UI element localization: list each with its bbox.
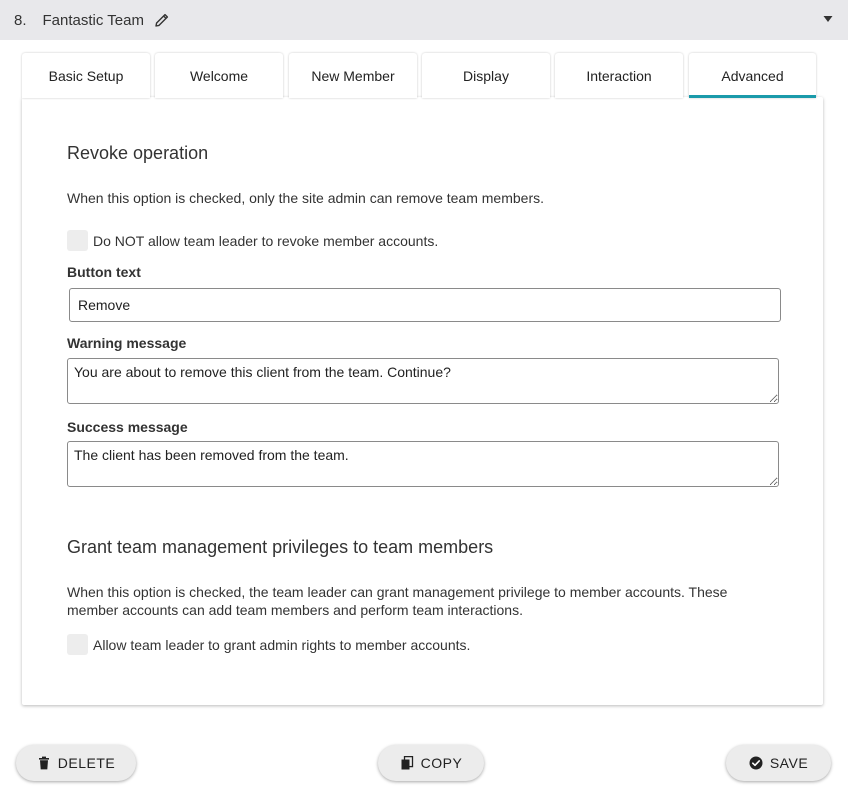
grant-section-title: Grant team management privileges to team members — [67, 537, 494, 557]
revoke-section-title: Revoke operation — [67, 143, 209, 163]
button-text-input[interactable] — [69, 288, 781, 322]
tab-advanced[interactable]: Advanced — [689, 53, 816, 98]
team-header[interactable] — [0, 0, 848, 40]
settings-tabs — [0, 53, 848, 98]
delete-button[interactable]: DELETE — [16, 745, 136, 781]
tab-interaction[interactable]: Interaction — [555, 53, 683, 98]
success-message-textarea[interactable] — [67, 441, 779, 487]
grant-option — [67, 634, 470, 655]
pencil-icon[interactable] — [154, 12, 170, 28]
tab-new-member[interactable]: New Member — [289, 53, 417, 98]
team-title: Fantastic Team — [42, 11, 144, 29]
button-text-label: Button text — [67, 264, 141, 280]
tab-display[interactable]: Display — [422, 53, 550, 98]
trash-icon — [37, 756, 51, 770]
tab-basic-setup[interactable]: Basic Setup — [22, 53, 150, 98]
grant-checkbox-label[interactable]: Allow team leader to grant admin rights to member accounts. — [93, 636, 471, 653]
revoke-description: When this option is checked, only the site admin can remove team members. — [67, 190, 544, 206]
grant-checkbox[interactable] — [67, 634, 88, 655]
warning-message-label: Warning message — [67, 335, 187, 351]
caret-down-icon[interactable] — [822, 13, 834, 25]
grant-description: When this option is checked, the team leader can grant management privilege to member accounts. These member accounts can add team members and perform team interactions. — [67, 584, 728, 618]
revoke-checkbox[interactable] — [67, 230, 88, 251]
revoke-checkbox-label[interactable]: Do NOT allow team leader to revoke member accounts. — [93, 232, 439, 249]
warning-message-textarea[interactable] — [67, 358, 779, 404]
revoke-option — [67, 230, 438, 251]
success-message-label: Success message — [67, 419, 188, 435]
tab-welcome[interactable]: Welcome — [155, 53, 283, 98]
copy-button[interactable]: COPY — [378, 745, 484, 781]
copy-icon — [400, 756, 414, 770]
check-circle-icon — [749, 756, 763, 770]
save-button[interactable]: SAVE — [726, 745, 831, 781]
team-number: 8. — [14, 11, 27, 29]
